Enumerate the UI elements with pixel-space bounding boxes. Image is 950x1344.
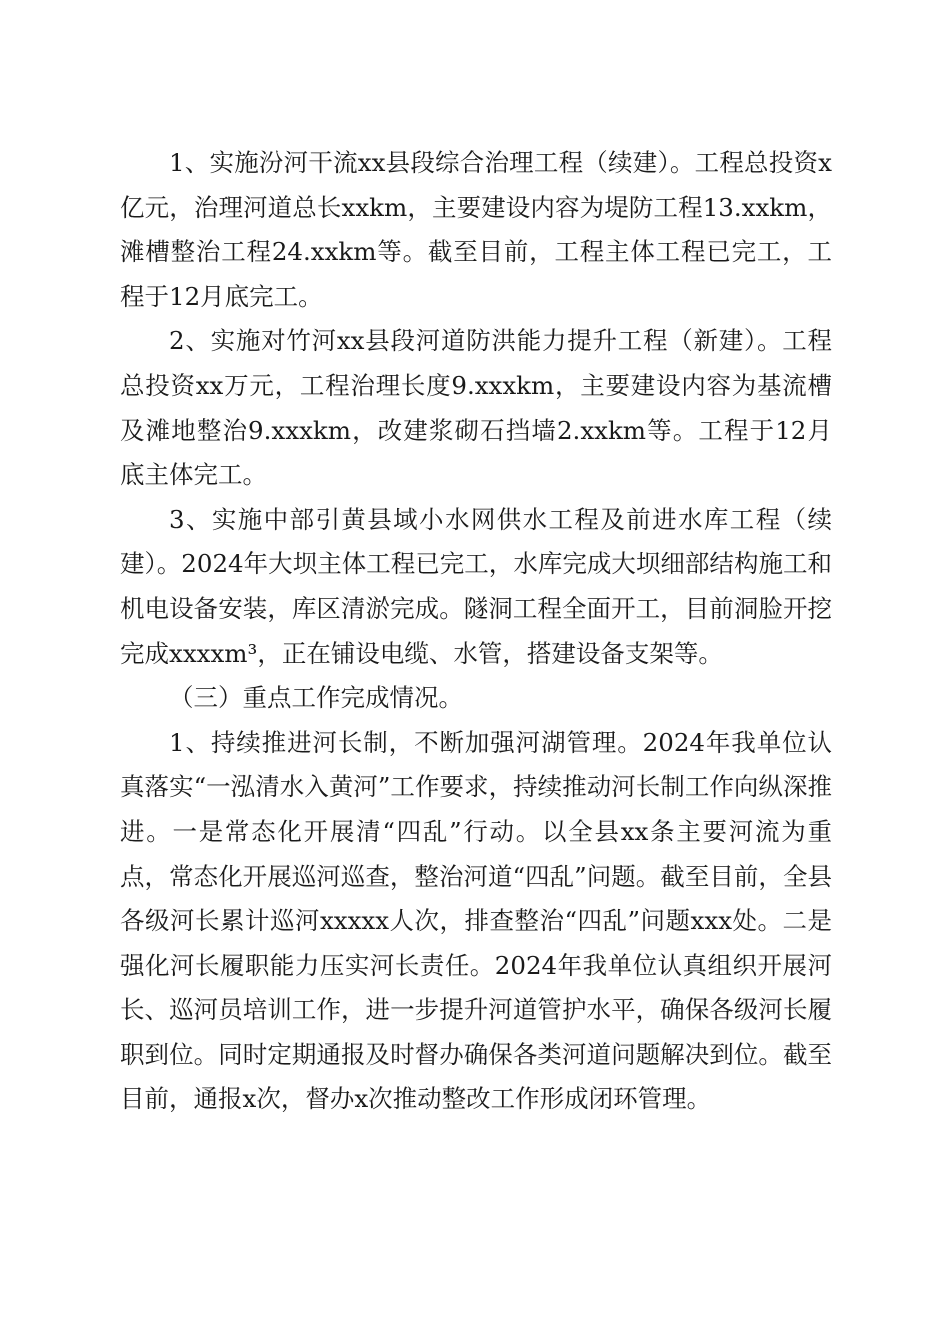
document-body [120, 141, 832, 1122]
paragraph-river-chief: 1、持续推进河长制，不断加强河湖管理。2024年我单位认真落实“一泓清水入黄河”工作要求，持续推动河长制工作向纵深推进。一是常态化开展清“四乱”行动。以全县xx条主要河流为重点，常态化开展巡河巡查，整治河道“四乱”问题。截至目前，全县各级河长累计巡河xxxxx人次，排查整治“四乱”问题xxx处。二是强化河长履职能力压实河长责任。2024年我单位认真组织开展河长、巡河员培训工作，进一步提升河道管护水平，确保各级河长履职到位。同时定期通报及时督办确保各类河道问题解决到位。截至目前，通报x次，督办x次推动整改工作形成闭环管理。 [120, 727, 832, 1114]
section-heading: （三）重点工作完成情况。 [169, 683, 463, 713]
paragraph-project-2: 2、实施对竹河xx县段河道防洪能力提升工程（新建）。工程总投资xx万元，工程治理长度9.xxxkm，主要建设内容为基流槽及滩地整治9.xxxkm，改建浆砌石挡墙2.xxkm等。工程于12月底主体完工。 [120, 326, 832, 490]
paragraph-project-3: 3、实施中部引黄县域小水网供水工程及前进水库工程（续建）。2024年大坝主体工程已完工，水库完成大坝细部结构施工和机电设备安装，库区清淤完成。隧洞工程全面开工，目前洞脸开挖完成xxxxm³，正在铺设电缆、水管，搭建设备支架等。 [120, 504, 832, 668]
paragraph-project-1: 1、实施汾河干流xx县段综合治理工程（续建）。工程总投资x亿元，治理河道总长xxkm，主要建设内容为堤防工程13.xxkm，滩槽整治工程24.xxkm等。截至目前，工程主体工程已完工，工程于12月底完工。 [120, 148, 832, 311]
